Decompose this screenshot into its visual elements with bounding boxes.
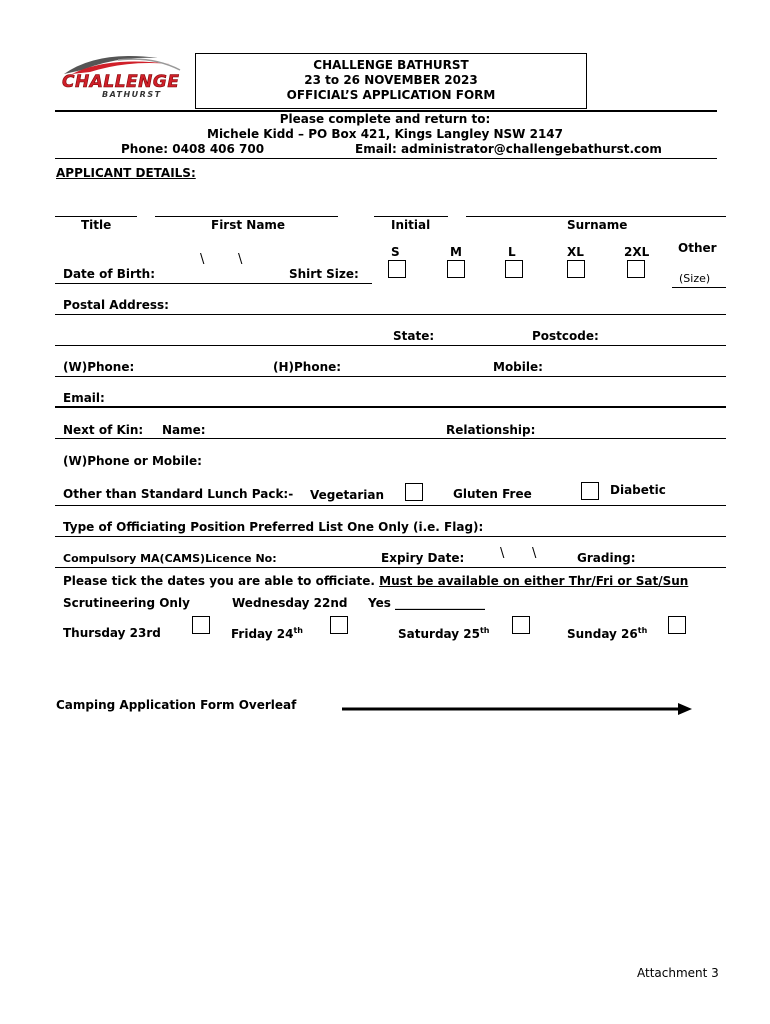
lunch-line <box>55 505 726 506</box>
gluten-free-label: Gluten Free <box>453 487 532 501</box>
return-instruction: Please complete and return to: <box>279 112 491 126</box>
relationship-label: Relationship: <box>446 423 536 437</box>
expiry-date-label: Expiry Date: <box>381 551 465 565</box>
next-of-kin-line[interactable] <box>55 438 726 439</box>
challenge-bathurst-logo <box>58 48 184 104</box>
event-dates: 23 to 26 NOVEMBER 2023 <box>304 73 478 87</box>
saturday-text: Saturday 25 <box>398 627 480 641</box>
friday-text: Friday 24 <box>231 627 294 641</box>
postal-address-line-2[interactable] <box>55 345 726 346</box>
return-email: Email: administrator@challengebathurst.com <box>355 142 662 156</box>
expiry-separator-2: \ <box>532 546 537 561</box>
friday-suffix: th <box>293 626 304 635</box>
arrow-right-icon <box>342 701 694 717</box>
diabetic-label: Diabetic <box>610 483 666 497</box>
size-l-checkbox[interactable] <box>505 260 523 278</box>
saturday-suffix: th <box>479 626 490 635</box>
kin-phone-label: (W)Phone or Mobile: <box>63 454 202 468</box>
email-label: Email: <box>63 391 105 405</box>
size-label-l: L <box>508 245 516 259</box>
friday-label <box>231 626 303 641</box>
form-header-box <box>195 53 587 109</box>
dob-row-line[interactable] <box>55 283 372 284</box>
camping-note: Camping Application Form Overleaf <box>56 698 297 712</box>
licence-number-label: Compulsory MA(CAMS)Licence No: <box>63 552 277 565</box>
postcode-label: Postcode: <box>532 329 599 343</box>
sunday-suffix: th <box>637 626 648 635</box>
surname-field-line[interactable] <box>466 216 726 217</box>
event-title: CHALLENGE BATHURST <box>313 58 469 72</box>
dates-instruction <box>63 574 688 588</box>
title-label: Title <box>81 218 112 232</box>
initial-field-line[interactable] <box>374 216 448 217</box>
kin-name-label: Name: <box>162 423 206 437</box>
lunch-pack-label: Other than Standard Lunch Pack:- <box>63 487 294 501</box>
first-name-label: First Name <box>211 218 286 232</box>
form-title: OFFICIAL’S APPLICATION FORM <box>286 88 496 102</box>
section-title-applicant: APPLICANT DETAILS: <box>56 166 196 180</box>
work-phone-label: (W)Phone: <box>63 360 135 374</box>
return-address: Michele Kidd – PO Box 421, Kings Langley NSW 2147 <box>207 127 563 141</box>
size-m-checkbox[interactable] <box>447 260 465 278</box>
size-xl-checkbox[interactable] <box>567 260 585 278</box>
surname-label: Surname <box>567 218 628 232</box>
wednesday-label: Wednesday 22nd <box>232 596 348 610</box>
size-label-m: M <box>450 245 462 259</box>
thursday-label: Thursday 23rd <box>63 626 161 640</box>
gluten-free-checkbox[interactable] <box>581 482 599 500</box>
initial-label: Initial <box>391 218 431 232</box>
size-label-2xl: 2XL <box>624 245 650 259</box>
grading-label: Grading: <box>577 551 636 565</box>
state-label: State: <box>393 329 435 343</box>
sunday-checkbox[interactable] <box>668 616 686 634</box>
return-phone: Phone: 0408 406 700 <box>121 142 265 156</box>
thursday-checkbox[interactable] <box>192 616 210 634</box>
contact-divider <box>55 158 717 159</box>
title-field-line[interactable] <box>55 216 137 217</box>
next-of-kin-label: Next of Kin: <box>63 423 144 437</box>
phones-line[interactable] <box>55 376 726 377</box>
preferred-position-label: Type of Officiating Position Preferred List One Only (i.e. Flag): <box>63 520 484 534</box>
mobile-label: Mobile: <box>493 360 543 374</box>
email-line[interactable] <box>55 406 726 408</box>
other-size-line[interactable] <box>672 287 726 288</box>
dob-separator-1: \ <box>200 252 205 267</box>
vegetarian-checkbox[interactable] <box>405 483 423 501</box>
saturday-label <box>398 626 490 641</box>
expiry-separator-1: \ <box>500 546 505 561</box>
size-label-xl: XL <box>567 245 584 259</box>
licence-line[interactable] <box>55 567 726 568</box>
dates-requirement: Must be available on either Thr/Fri or Sat/Sun <box>379 574 689 588</box>
size-label-other: Other <box>678 241 717 255</box>
postal-address-line-1[interactable] <box>55 314 726 315</box>
shirt-size-label: Shirt Size: <box>289 267 359 281</box>
first-name-field-line[interactable] <box>155 216 338 217</box>
home-phone-label: (H)Phone: <box>273 360 342 374</box>
scrutineering-label: Scrutineering Only <box>63 596 190 610</box>
attachment-label: Attachment 3 <box>637 966 719 980</box>
vegetarian-label: Vegetarian <box>310 488 385 502</box>
dates-instruction-text: Please tick the dates you are able to officiate. <box>63 574 380 588</box>
dob-separator-2: \ <box>238 252 243 267</box>
dob-label: Date of Birth: <box>63 267 156 281</box>
wednesday-yes-field[interactable]: Yes _______________ <box>368 596 486 610</box>
size-other-hint: (Size) <box>679 272 711 285</box>
size-s-checkbox[interactable] <box>388 260 406 278</box>
friday-checkbox[interactable] <box>330 616 348 634</box>
size-label-s: S <box>391 245 400 259</box>
preferred-position-line[interactable] <box>55 536 726 537</box>
logo-main-text: CHALLENGE <box>62 72 180 92</box>
sunday-text: Sunday 26 <box>567 627 638 641</box>
postal-address-label: Postal Address: <box>63 298 169 312</box>
size-2xl-checkbox[interactable] <box>627 260 645 278</box>
sunday-label <box>567 626 647 641</box>
logo-sub-text: BATHURST <box>102 90 162 99</box>
saturday-checkbox[interactable] <box>512 616 530 634</box>
